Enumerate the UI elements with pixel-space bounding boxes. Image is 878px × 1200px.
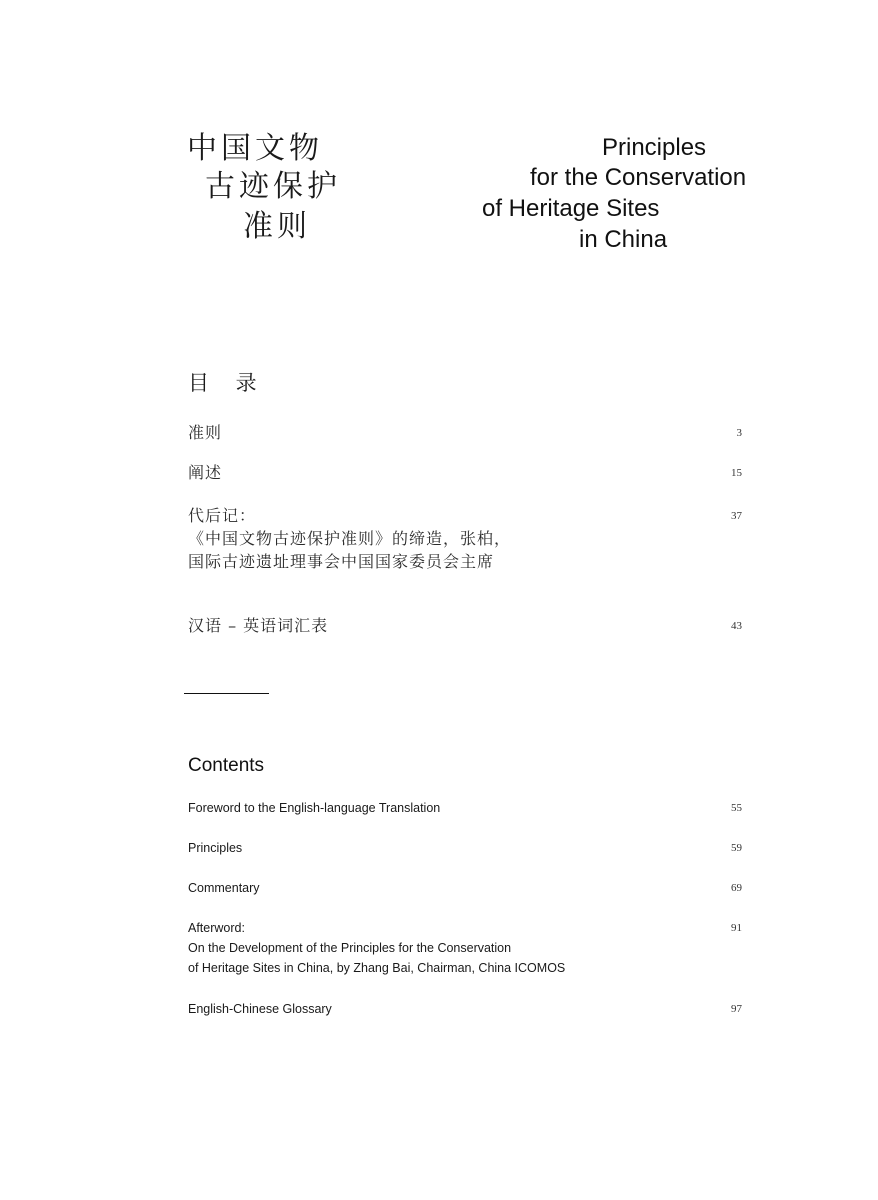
toc-zh-entry-text: 准则 (188, 423, 223, 442)
toc-zh-page-number: 43 (731, 620, 742, 632)
toc-zh-entry-text: 国际古迹遗址理事会中国国家委员会主席 (188, 552, 495, 571)
toc-zh-heading: 目 录 (188, 371, 267, 395)
toc-zh-entry-text: 阐述 (188, 463, 223, 482)
toc-en-entry[interactable] (188, 878, 260, 898)
toc-zh-page-number: 37 (731, 510, 742, 522)
toc-en-entry[interactable] (188, 918, 565, 978)
toc-zh-page-number: 15 (731, 467, 742, 479)
toc-en-entry-text: Afterword: (188, 921, 245, 935)
section-divider (184, 693, 269, 694)
toc-en-page-number: 97 (731, 1003, 742, 1015)
toc-en-page-number: 59 (731, 842, 742, 854)
toc-en-entry-text: Commentary (188, 881, 260, 895)
toc-en-entry[interactable] (188, 798, 440, 818)
toc-en-page-number: 55 (731, 802, 742, 814)
title-zh-line-1: 中国文物 (187, 131, 323, 166)
title-en-line-1: Principles (602, 134, 707, 161)
toc-zh-entry-text: 《中国文物古迹保护准则》的缔造，张柏， (188, 529, 512, 548)
title-zh-line-2: 古迹保护 (205, 169, 341, 204)
toc-zh-entry-text: 汉语 – 英语词汇表 (188, 616, 329, 635)
toc-zh-page-number: 3 (736, 427, 742, 439)
title-zh-line-3: 准则 (243, 209, 311, 244)
toc-zh-entry[interactable] (188, 504, 511, 573)
toc-zh-entry[interactable] (188, 421, 222, 444)
toc-zh-entry[interactable] (188, 461, 222, 484)
toc-zh-entry[interactable] (188, 614, 328, 637)
toc-en-entry-text: On the Development of the Principles for the Conservation (188, 941, 512, 955)
toc-en-entry-text: of Heritage Sites in China, by Zhang Bai, Chairman, China ICOMOS (188, 961, 566, 975)
toc-en-entry-text: Principles (188, 841, 243, 855)
title-en-line-2: for the Conservation (530, 164, 747, 191)
toc-en-page-number: 69 (731, 882, 742, 894)
toc-en-heading: Contents (188, 755, 265, 776)
title-en-line-3: of Heritage Sites (482, 195, 660, 222)
toc-en-entry-text: English-Chinese Glossary (188, 1002, 332, 1016)
title-en-line-4: in China (579, 226, 668, 253)
toc-zh-entry-text: 代后记： (188, 506, 257, 525)
toc-en-page-number: 91 (731, 922, 742, 934)
toc-en-entry-text: Foreword to the English-language Translation (188, 801, 441, 815)
toc-en-entry[interactable] (188, 838, 242, 858)
toc-en-entry[interactable] (188, 999, 332, 1019)
